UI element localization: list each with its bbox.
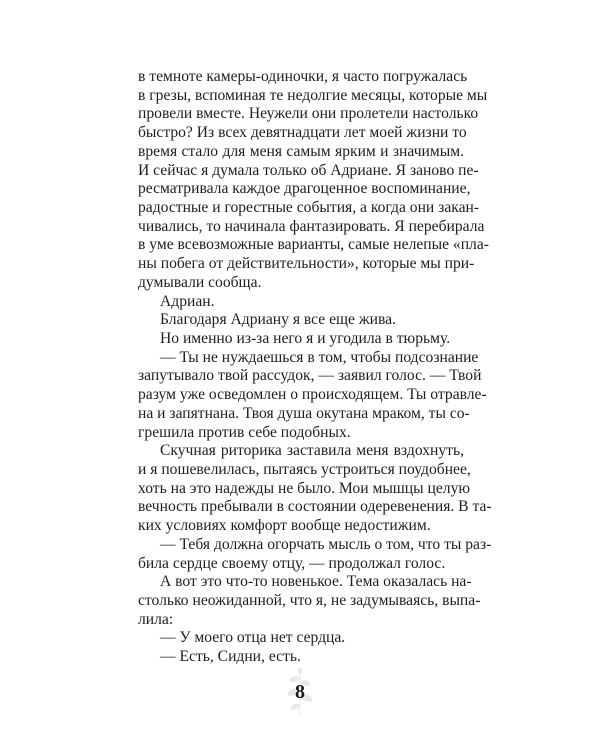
text-line: грешила против себе подобных. bbox=[138, 423, 351, 441]
text-line: лила: bbox=[138, 610, 174, 628]
text-line: И сейчас я думала только об Адриане. Я заново пе- bbox=[138, 161, 479, 179]
text-line: вечность пребывали в состоянии одеревенения. В та- bbox=[138, 498, 492, 516]
text-line: — У моего отца нет сердца. bbox=[160, 629, 346, 647]
text-line: А вот это что-то новенькое. Тема оказалась на- bbox=[160, 573, 472, 591]
text-line: хоть на это надежды не было. Мои мышцы целую bbox=[138, 479, 471, 497]
text-line: думывали сообща. bbox=[138, 273, 262, 291]
text-line: — Тебя должна огорчать мысль о том, что ты раз- bbox=[160, 535, 492, 553]
text-line: в уме всевозможные варианты, самые нелепые «пла- bbox=[138, 236, 489, 254]
text-line: время стало для меня самым ярким и значимым. bbox=[138, 142, 464, 160]
text-line: била сердце своему отцу, — продолжал голос. bbox=[138, 554, 446, 572]
text-line: Адриан. bbox=[160, 292, 215, 310]
folio bbox=[280, 668, 320, 718]
text-line: разум уже осведомлен о происходящем. Ты отравле- bbox=[138, 386, 487, 404]
page-number: 8 bbox=[295, 681, 305, 703]
text-line: ны побега от действительности», которые мы при- bbox=[138, 255, 475, 273]
text-line: ресматривала каждое драгоценное воспоминание, bbox=[138, 180, 471, 198]
text-line: Благодаря Адриану я все еще жива. bbox=[160, 311, 396, 329]
text-line: запутывало твой рассудок, — заявил голос. — Твой bbox=[138, 367, 482, 385]
text-line: — Есть, Сидни, есть. bbox=[160, 648, 301, 665]
text-line: в грезы, вспоминая те недолгие месяцы, которые мы bbox=[138, 86, 488, 104]
text-line: провели вместе. Неужели они пролетели настолько bbox=[138, 105, 479, 123]
text-line: радостные и горестные события, а когда они закан- bbox=[138, 199, 480, 216]
text-line: в темноте камеры-одиночки, я часто погружалась bbox=[138, 68, 468, 85]
text-line: ких условиях комфорт вообще недостижим. bbox=[138, 517, 431, 534]
text-line: на и запятнана. Твоя душа окутана мраком, ты со- bbox=[138, 404, 470, 422]
text-line: и я пошевелилась, пытаясь устроиться поудобнее, bbox=[138, 460, 471, 478]
text-line: чивались, то начинала фантазировать. Я перебирала bbox=[138, 217, 485, 235]
text-line: — Ты не нуждаешься в том, чтобы подсознание bbox=[160, 348, 479, 366]
text-line: Но именно из-за него я и угодила в тюрьму. bbox=[160, 329, 451, 347]
text-line: столько неожиданной, что я, не задумываясь, выпа- bbox=[138, 591, 481, 609]
text-line: быстро? Из всех девятнадцати лет моей жизни то bbox=[138, 124, 467, 142]
text-line: Скучная риторика заставила меня вздохнуть, bbox=[160, 442, 464, 460]
